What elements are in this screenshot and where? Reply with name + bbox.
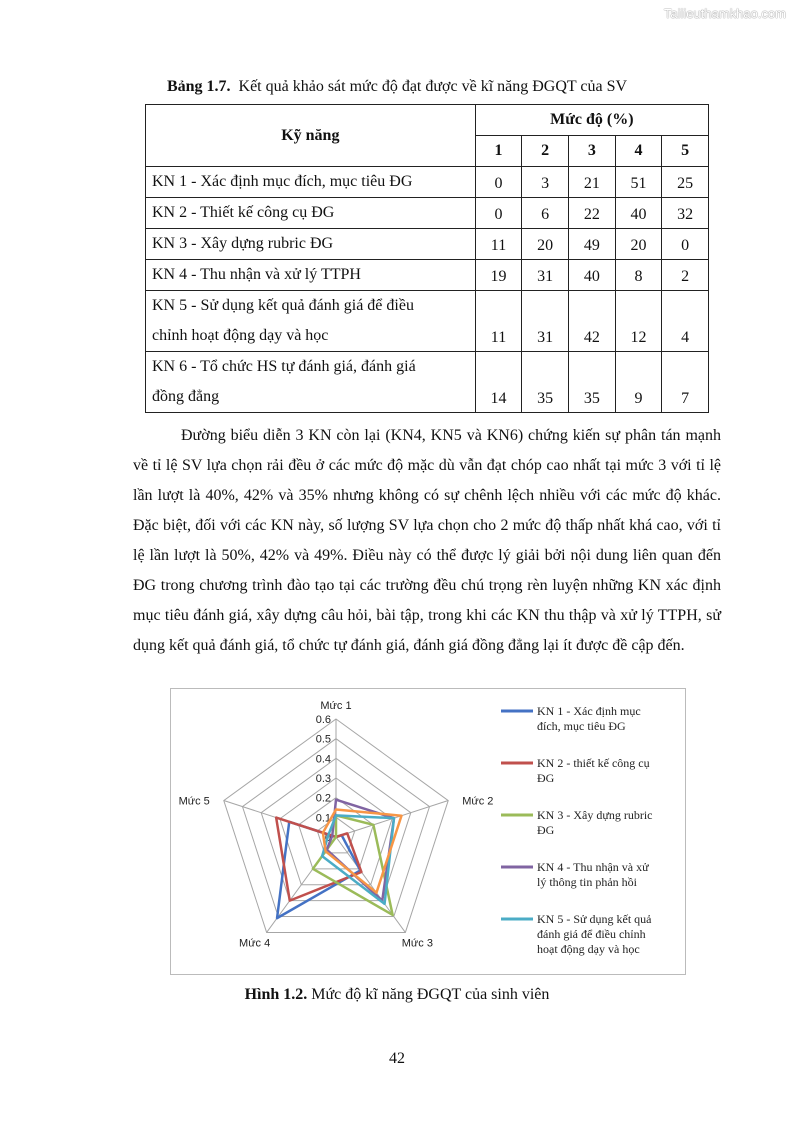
skill-name-line: KN 4 - Thu nhận và xử lý TTPH — [152, 266, 361, 283]
level-value: 9 — [615, 352, 662, 413]
tick-label: 0.6 — [315, 714, 331, 726]
figure-caption-text: Mức độ kĩ năng ĐGQT của sinh viên — [311, 986, 550, 1003]
skill-name — [146, 352, 476, 413]
tick-label: 0.2 — [315, 792, 331, 805]
legend-label: KN 1 - Xác định mục — [537, 704, 641, 718]
table-row — [146, 260, 709, 291]
level-value: 11 — [475, 291, 522, 352]
table-row — [146, 229, 709, 260]
level-value: 6 — [522, 198, 569, 229]
radar-chart-frame — [170, 688, 686, 975]
tick-label: 0.5 — [315, 733, 331, 746]
level-value: 31 — [522, 260, 569, 291]
page-number: 42 — [389, 1050, 405, 1067]
header-level-5: 5 — [662, 136, 709, 167]
level-value: 42 — [568, 291, 615, 352]
legend-label: hoạt động dạy và học — [537, 942, 640, 956]
skill-name — [146, 229, 476, 260]
skill-name-line: KN 1 - Xác định mục đích, mục tiêu ĐG — [152, 173, 413, 190]
axis-label: Mức 1 — [320, 700, 352, 712]
header-skill: Kỹ năng — [146, 105, 476, 167]
level-value: 14 — [475, 352, 522, 413]
skill-name-line: KN 3 - Xây dựng rubric ĐG — [152, 235, 334, 252]
legend-label: lý thông tin phản hồi — [537, 875, 637, 889]
legend-label: ĐG — [537, 771, 555, 785]
tick-label: 0.3 — [315, 773, 331, 785]
axis-label: Mức 5 — [178, 795, 210, 808]
legend-label: KN 5 - Sử dụng kết quả — [537, 912, 652, 926]
level-value: 32 — [662, 198, 709, 229]
level-value: 4 — [662, 291, 709, 352]
skill-name — [146, 291, 476, 352]
level-value: 12 — [615, 291, 662, 352]
level-value: 2 — [662, 260, 709, 291]
level-value: 25 — [662, 167, 709, 198]
level-value: 0 — [475, 167, 522, 198]
level-value: 7 — [662, 352, 709, 413]
legend-label: đích, mục tiêu ĐG — [537, 719, 626, 733]
table-caption-text: Kết quả khảo sát mức độ đạt được về kĩ năng ĐGQT của SV — [238, 78, 628, 95]
legend-label: đánh giá để điều chỉnh — [537, 927, 646, 941]
table-caption-prefix: Bảng 1.7. — [166, 78, 231, 95]
level-value: 35 — [522, 352, 569, 413]
header-level-3: 3 — [568, 136, 615, 167]
header-level-2: 2 — [522, 136, 569, 167]
skill-level-table — [145, 104, 709, 413]
watermark: Tailieuthamkhao.com — [663, 6, 786, 21]
tick-label: 0.4 — [315, 753, 331, 766]
header-level-4: 4 — [615, 136, 662, 167]
level-value: 40 — [568, 260, 615, 291]
skill-name-line: KN 5 - Sử dụng kết quả đánh giá để điều — [152, 297, 414, 314]
axis-label: Mức 3 — [401, 937, 433, 950]
legend-label: KN 3 - Xây dựng rubric — [537, 808, 653, 822]
radar-chart — [171, 689, 685, 974]
level-value: 40 — [615, 198, 662, 229]
table-caption — [0, 78, 794, 96]
level-value: 49 — [568, 229, 615, 260]
level-value: 11 — [475, 229, 522, 260]
table-row — [146, 167, 709, 198]
level-value: 22 — [568, 198, 615, 229]
level-value: 51 — [615, 167, 662, 198]
level-value: 3 — [522, 167, 569, 198]
level-value: 0 — [662, 229, 709, 260]
table-row — [146, 198, 709, 229]
header-level: Mức độ (%) — [475, 105, 708, 136]
legend-label: ĐG — [537, 823, 555, 837]
skill-name — [146, 260, 476, 291]
skill-name-line: đồng đẳng — [152, 388, 220, 405]
table-row — [146, 291, 709, 352]
level-value: 8 — [615, 260, 662, 291]
figure-caption — [0, 986, 794, 1004]
skill-name-line: chỉnh hoạt động dạy và học — [152, 327, 329, 344]
level-value: 20 — [615, 229, 662, 260]
level-value: 21 — [568, 167, 615, 198]
level-value: 31 — [522, 291, 569, 352]
header-level-1: 1 — [475, 136, 522, 167]
table-row — [146, 352, 709, 413]
tick-label: 0 — [324, 832, 331, 844]
skill-name — [146, 167, 476, 198]
figure-caption-prefix: Hình 1.2. — [244, 986, 308, 1003]
axis-label: Mức 4 — [239, 937, 271, 950]
level-value: 0 — [475, 198, 522, 229]
legend-label: KN 4 - Thu nhận và xử — [537, 860, 649, 874]
skill-name — [146, 198, 476, 229]
body-paragraph: Đường biểu diễn 3 KN còn lại (KN4, KN5 và KN6) chứng kiến sự phân tán mạnh về tỉ lệ SV lựa chọn rải đều ở các mức độ mặc dù vẫn đạt chóp cao nhất tại mức 3 với tỉ lệ lần lượt là 40%, 42% và 35% nhưng không có sự chênh lệch nhiều với các mức độ khác. Đặc biệt, đối với các KN này, số lượng SV lựa chọn cho 2 mức độ thấp nhất khá cao, với tỉ lệ lần lượt là 50%, 42% và 49%. Điều này có thể được lý giải bởi nội dung liên quan đến ĐG trong chương trình đào tạo tại các trường đều chú trọng rèn luyện những KN xác định mục tiêu đánh giá, xây dựng câu hỏi, bài tập, trong khi các KN thu thập và xử lý TTPH, sử dụng kết quả đánh giá, tổ chức tự đánh giá, đánh giá đồng đẳng lại ít được đề cập đến. — [133, 427, 721, 654]
level-value: 19 — [475, 260, 522, 291]
legend-label: KN 2 - thiết kế công cụ — [537, 756, 650, 770]
skill-name-line: KN 2 - Thiết kế công cụ ĐG — [152, 204, 335, 221]
tick-label: 0.1 — [315, 812, 331, 825]
level-value: 20 — [522, 229, 569, 260]
axis-label: Mức 2 — [462, 795, 494, 808]
level-value: 35 — [568, 352, 615, 413]
skill-name-line: KN 6 - Tổ chức HS tự đánh giá, đánh giá — [152, 358, 416, 375]
